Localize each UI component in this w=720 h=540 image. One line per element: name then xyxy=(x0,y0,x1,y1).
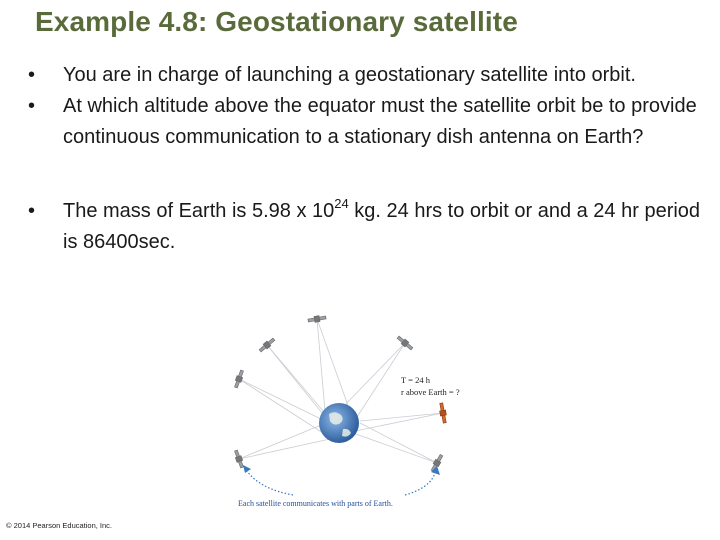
bullet-item xyxy=(28,60,708,91)
bullet-item xyxy=(28,196,708,258)
bullet-text-start: The mass of Earth is 5.98 x 10 xyxy=(63,200,335,222)
bullet-item xyxy=(28,91,708,153)
right-dotted-arrow xyxy=(405,473,435,495)
bullet-dot: • xyxy=(28,64,36,86)
bullet-text-end: kg. 24 hrs to orbit or and a 24 hr period is 86400sec. xyxy=(63,200,701,253)
slide-title: Example 4.8: Geostationary satellite xyxy=(35,6,518,37)
highlighted-satellite xyxy=(438,403,447,424)
bullet-list xyxy=(28,60,708,258)
left-dotted-arrow xyxy=(247,471,293,495)
period-label: T = 24 h xyxy=(401,375,430,385)
bullet-text: You are in charge of launching a geostationary satellite into orbit. xyxy=(63,64,636,86)
bullet-dot: • xyxy=(28,95,36,117)
copyright-footer: © 2014 Pearson Education, Inc. xyxy=(6,521,113,530)
figure-caption: Each satellite communicates with parts of Earth. xyxy=(238,499,393,508)
bullet-text: At which altitude above the equator must the satellite orbit be to provide continuous communication to a stationary dish antenna on Earth? xyxy=(63,95,697,148)
geostationary-figure xyxy=(225,313,485,513)
altitude-label: r above Earth = ? xyxy=(401,387,460,397)
bullet-dot: • xyxy=(28,200,36,222)
exponent: 24 xyxy=(334,196,349,211)
